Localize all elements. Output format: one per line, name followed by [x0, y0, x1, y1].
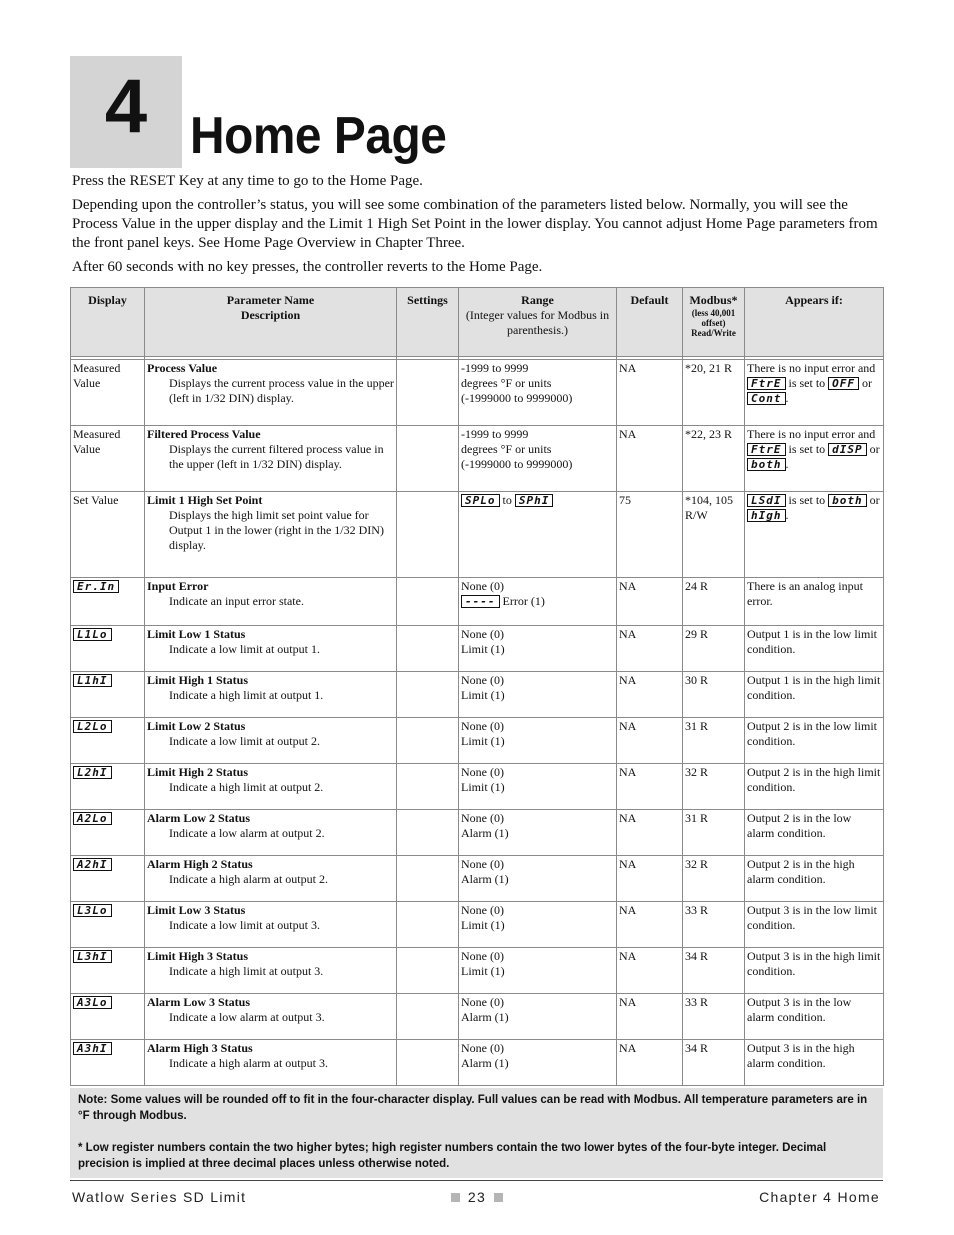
modbus-cell: 29 R: [683, 626, 745, 672]
footer-product: Watlow Series SD Limit: [72, 1189, 247, 1205]
display-cell: [71, 578, 145, 626]
table-notes: [70, 1088, 883, 1178]
settings-cell: [397, 856, 459, 902]
lcd-code: A3hI: [73, 1042, 112, 1055]
lcd-code: LSdI: [747, 494, 786, 507]
range-cell: None (0) Alarm (1): [459, 856, 617, 902]
appears-cell: Output 2 is in the low alarm condition.: [745, 810, 884, 856]
square-bullet-icon: [494, 1193, 503, 1202]
table-row: [71, 902, 884, 948]
table-row: [71, 360, 884, 426]
lcd-code: L2Lo: [73, 720, 112, 733]
display-cell: Measured Value: [71, 360, 145, 426]
lcd-code: SPhI: [515, 494, 554, 507]
lcd-code: OFF: [828, 377, 859, 390]
display-cell: [71, 764, 145, 810]
modbus-cell: 32 R: [683, 856, 745, 902]
table-row: [71, 994, 884, 1040]
intro-paragraph: Depending upon the controller’s status, you will see some combination of the parameters listed below. Normally, you will see the Process Value in the upper display and the Limit 1 High Set Point in the lower display. You cannot adjust Home Page parameters from the front panel keys. See Home Page Overview in Chapter Three.: [72, 197, 878, 251]
modbus-cell: *104, 105 R/W: [683, 492, 745, 578]
default-cell: NA: [617, 1040, 683, 1086]
settings-cell: [397, 426, 459, 492]
settings-cell: [397, 672, 459, 718]
parameter-cell: Limit Low 1 Status Indicate a low limit at output 1.: [145, 626, 397, 672]
header-display: Display: [71, 288, 145, 357]
chapter-number-box: [70, 56, 182, 168]
parameter-cell: Limit High 3 Status Indicate a high limit at output 3.: [145, 948, 397, 994]
lcd-code: Cont: [747, 392, 786, 405]
settings-cell: [397, 994, 459, 1040]
table-row: [71, 764, 884, 810]
settings-cell: [397, 492, 459, 578]
intro-text: [72, 172, 884, 282]
settings-cell: [397, 1040, 459, 1086]
lcd-code: hIgh: [747, 509, 786, 522]
range-cell: None (0) ---- Error (1): [459, 578, 617, 626]
appears-cell: Output 3 is in the low alarm condition.: [745, 994, 884, 1040]
table-row: [71, 718, 884, 764]
appears-cell: Output 3 is in the low limit condition.: [745, 902, 884, 948]
modbus-cell: 31 R: [683, 810, 745, 856]
table-row: [71, 672, 884, 718]
settings-cell: [397, 948, 459, 994]
lcd-code: L3Lo: [73, 904, 112, 917]
settings-cell: [397, 902, 459, 948]
header-appears-if: Appears if:: [745, 288, 884, 357]
table-row: [71, 1040, 884, 1086]
parameter-cell: Limit 1 High Set Point Displays the high limit set point value for Output 1 in the lower (right in the 1/32 DIN) display.: [145, 492, 397, 578]
parameter-cell: Alarm Low 2 Status Indicate a low alarm at output 2.: [145, 810, 397, 856]
appears-cell: Output 2 is in the low limit condition.: [745, 718, 884, 764]
range-cell: None (0) Limit (1): [459, 902, 617, 948]
parameter-cell: Limit Low 2 Status Indicate a low limit at output 2.: [145, 718, 397, 764]
footer-page-number: 23: [0, 1189, 954, 1205]
settings-cell: [397, 764, 459, 810]
modbus-cell: 32 R: [683, 764, 745, 810]
appears-cell: Output 3 is in the high limit condition.: [745, 948, 884, 994]
lcd-code: ----: [461, 595, 500, 608]
display-cell: [71, 994, 145, 1040]
default-cell: NA: [617, 718, 683, 764]
lcd-code: both: [828, 494, 867, 507]
table-row: [71, 810, 884, 856]
footer-chapter: Chapter 4 Home: [759, 1189, 880, 1205]
range-cell: None (0) Limit (1): [459, 626, 617, 672]
appears-cell: There is no input error and FtrE is set to OFF or Cont .: [745, 360, 884, 426]
default-cell: NA: [617, 764, 683, 810]
default-cell: NA: [617, 578, 683, 626]
modbus-cell: 31 R: [683, 718, 745, 764]
display-cell: Measured Value: [71, 426, 145, 492]
default-cell: NA: [617, 672, 683, 718]
lcd-code: A2hI: [73, 858, 112, 871]
lcd-code: FtrE: [747, 377, 786, 390]
parameter-cell: Limit High 1 Status Indicate a high limit at output 1.: [145, 672, 397, 718]
default-cell: NA: [617, 426, 683, 492]
parameter-cell: Alarm High 3 Status Indicate a high alarm at output 3.: [145, 1040, 397, 1086]
header-parameter: Parameter Name Description: [145, 288, 397, 357]
settings-cell: [397, 360, 459, 426]
register-footnote: * Low register numbers contain the two higher bytes; high register numbers contain the two lower bytes of the four-byte integer. Decimal precision is implied at three decimal places unless otherwise noted.: [78, 1142, 827, 1170]
default-cell: NA: [617, 360, 683, 426]
display-cell: [71, 672, 145, 718]
appears-cell: Output 1 is in the high limit condition.: [745, 672, 884, 718]
default-cell: NA: [617, 948, 683, 994]
appears-cell: Output 2 is in the high alarm condition.: [745, 856, 884, 902]
appears-cell: There is an analog input error.: [745, 578, 884, 626]
parameter-cell: Alarm Low 3 Status Indicate a low alarm at output 3.: [145, 994, 397, 1040]
parameter-cell: Input Error Indicate an input error state.: [145, 578, 397, 626]
lcd-code: L1hI: [73, 674, 112, 687]
range-cell: -1999 to 9999 degrees °F or units (-1999000 to 9999000): [459, 360, 617, 426]
display-cell: [71, 1040, 145, 1086]
header-modbus: Modbus* (less 40,001 offset) Read/Write: [683, 288, 745, 357]
appears-cell: Output 2 is in the high limit condition.: [745, 764, 884, 810]
table-row: [71, 856, 884, 902]
square-bullet-icon: [451, 1193, 460, 1202]
range-cell: SPLo to SPhI: [459, 492, 617, 578]
parameter-cell: Alarm High 2 Status Indicate a high alarm at output 2.: [145, 856, 397, 902]
table-row: [71, 578, 884, 626]
range-cell: None (0) Alarm (1): [459, 994, 617, 1040]
default-cell: NA: [617, 994, 683, 1040]
appears-cell: LSdI is set to both or hIgh .: [745, 492, 884, 578]
header-settings: Settings: [397, 288, 459, 357]
range-cell: None (0) Limit (1): [459, 672, 617, 718]
parameter-cell: Limit Low 3 Status Indicate a low limit at output 3.: [145, 902, 397, 948]
display-cell: [71, 856, 145, 902]
display-cell: [71, 718, 145, 764]
table-row: [71, 626, 884, 672]
modbus-cell: 24 R: [683, 578, 745, 626]
display-cell: [71, 810, 145, 856]
table-row: [71, 492, 884, 578]
range-cell: None (0) Limit (1): [459, 718, 617, 764]
lcd-code: A2Lo: [73, 812, 112, 825]
range-cell: None (0) Alarm (1): [459, 1040, 617, 1086]
appears-cell: There is no input error and FtrE is set to dISP or both .: [745, 426, 884, 492]
modbus-cell: *20, 21 R: [683, 360, 745, 426]
appears-cell: Output 3 is in the high alarm condition.: [745, 1040, 884, 1086]
default-cell: 75: [617, 492, 683, 578]
modbus-cell: 33 R: [683, 994, 745, 1040]
modbus-cell: *22, 23 R: [683, 426, 745, 492]
parameter-cell: Process Value Displays the current process value in the upper (left in 1/32 DIN) display.: [145, 360, 397, 426]
intro-paragraph: Press the RESET Key at any time to go to the Home Page.: [72, 173, 423, 189]
parameter-cell: Limit High 2 Status Indicate a high limit at output 2.: [145, 764, 397, 810]
lcd-code: L1Lo: [73, 628, 112, 641]
settings-cell: [397, 810, 459, 856]
header-default: Default: [617, 288, 683, 357]
modbus-cell: 34 R: [683, 1040, 745, 1086]
page-title: Home Page: [190, 107, 447, 165]
lcd-code: Er.In: [73, 580, 119, 593]
lcd-code: FtrE: [747, 443, 786, 456]
chapter-number: 4: [104, 64, 148, 149]
display-cell: [71, 948, 145, 994]
table-header-row: [71, 288, 884, 357]
default-cell: NA: [617, 902, 683, 948]
lcd-code: L3hI: [73, 950, 112, 963]
default-cell: NA: [617, 856, 683, 902]
home-page-parameter-table: [70, 287, 884, 1086]
lcd-code: SPLo: [461, 494, 500, 507]
modbus-cell: 30 R: [683, 672, 745, 718]
default-cell: NA: [617, 626, 683, 672]
parameter-cell: Filtered Process Value Displays the current filtered process value in the upper (left in 1/32 DIN) display.: [145, 426, 397, 492]
modbus-cell: 34 R: [683, 948, 745, 994]
default-cell: NA: [617, 810, 683, 856]
range-cell: None (0) Limit (1): [459, 764, 617, 810]
range-cell: None (0) Limit (1): [459, 948, 617, 994]
appears-cell: Output 1 is in the low limit condition.: [745, 626, 884, 672]
settings-cell: [397, 718, 459, 764]
lcd-code: dISP: [828, 443, 867, 456]
intro-paragraph: After 60 seconds with no key presses, the controller reverts to the Home Page.: [72, 259, 543, 275]
range-cell: None (0) Alarm (1): [459, 810, 617, 856]
lcd-code: A3Lo: [73, 996, 112, 1009]
modbus-cell: 33 R: [683, 902, 745, 948]
footer-divider: [70, 1180, 883, 1181]
header-range: Range (Integer values for Modbus in parenthesis.): [459, 288, 617, 357]
display-cell: [71, 902, 145, 948]
display-cell: [71, 626, 145, 672]
lcd-code: L2hI: [73, 766, 112, 779]
table-row: [71, 426, 884, 492]
settings-cell: [397, 578, 459, 626]
settings-cell: [397, 626, 459, 672]
range-cell: -1999 to 9999 degrees °F or units (-1999000 to 9999000): [459, 426, 617, 492]
table-row: [71, 948, 884, 994]
rounding-note: Note: Some values will be rounded off to fit in the four-character display. Full values can be read with Modbus. All temperature parameters are in °F through Modbus.: [78, 1094, 868, 1122]
lcd-code: both: [747, 458, 786, 471]
display-cell: Set Value: [71, 492, 145, 578]
